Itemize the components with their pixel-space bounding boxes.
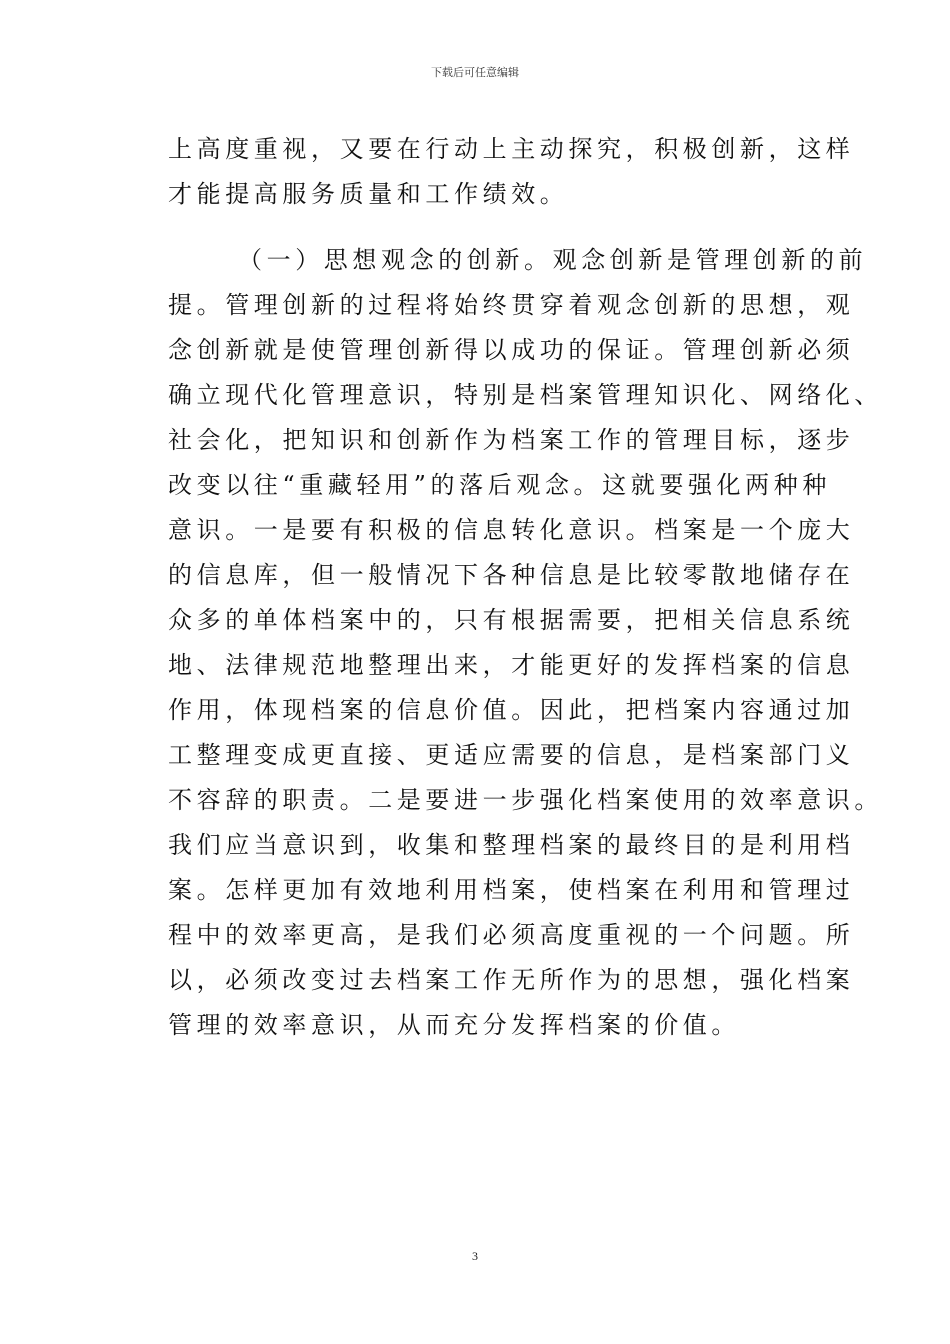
- paragraph-line: 上高度重视，又要在行动上主动探究，积极创新，这样: [168, 135, 855, 163]
- paragraph-line: 程中的效率更高，是我们必须高度重视的一个问题。所: [168, 921, 855, 949]
- paragraph-1: [168, 127, 855, 217]
- paragraph-line: 确立现代化管理意识，特别是档案管理知识化、网络化、: [168, 381, 883, 409]
- paragraph-line: 我们应当意识到，收集和整理档案的最终目的是利用档: [168, 831, 855, 859]
- paragraph-line: 工整理变成更直接、更适应需要的信息，是档案部门义: [168, 741, 855, 769]
- paragraph-line: 改变以往“重藏轻用”的落后观念。这就要强化两种种: [168, 471, 831, 499]
- paragraph-line: 管理的效率意识，从而充分发挥档案的价值。: [168, 1011, 740, 1039]
- paragraph-line: （一）思想观念的创新。观念创新是管理创新的前: [238, 246, 868, 274]
- paragraph-line: 的信息库，但一般情况下各种信息是比较零散地储存在: [168, 561, 855, 589]
- paragraph-line: 众多的单体档案中的，只有根据需要，把相关信息系统: [168, 606, 855, 634]
- paragraph-line: 以，必须改变过去档案工作无所作为的思想，强化档案: [168, 966, 855, 994]
- paragraph-line: 作用，体现档案的信息价值。因此，把档案内容通过加: [168, 696, 855, 724]
- paragraph-2: [168, 238, 883, 1048]
- paragraph-line: 才能提高服务质量和工作绩效。: [168, 180, 569, 208]
- paragraph-line: 意识。一是要有积极的信息转化意识。档案是一个庞大: [168, 516, 855, 544]
- page-header: 下载后可任意编辑: [431, 66, 519, 79]
- paragraph-line: 社会化，把知识和创新作为档案工作的管理目标，逐步: [168, 426, 855, 454]
- paragraph-line: 提。管理创新的过程将始终贯穿着观念创新的思想，观: [168, 291, 855, 319]
- paragraph-line: 案。怎样更加有效地利用档案，使档案在利用和管理过: [168, 876, 855, 904]
- paragraph-line: 念创新就是使管理创新得以成功的保证。管理创新必须: [168, 336, 855, 364]
- page-number: 3: [472, 1249, 478, 1263]
- paragraph-line: 地、法律规范地整理出来，才能更好的发挥档案的信息: [168, 651, 855, 679]
- paragraph-line: 不容辞的职责。二是要进一步强化档案使用的效率意识。: [168, 786, 883, 814]
